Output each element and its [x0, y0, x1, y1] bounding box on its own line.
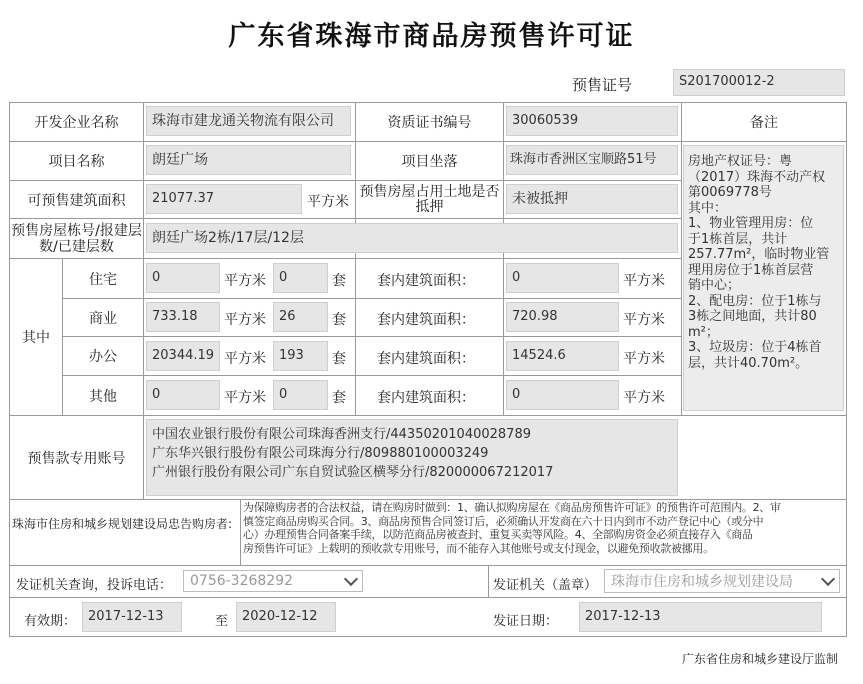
notice-line: 心）办理预售合同备案手续，以防范商品房被查封、重复买卖等风险。4、全部购房资金必须直接存入《商品 [243, 528, 753, 541]
validity-to-label: 至 [215, 614, 229, 629]
row-inner-unit: 平方米 [623, 312, 665, 328]
area-unit: 平方米 [307, 194, 349, 210]
notice-line: 为保障购房者的合法权益，请在购房时做到：1、确认拟购房屋在《商品房预售许可证》的预售许可范围内。2、审 [243, 501, 781, 514]
account-line: 广东华兴银行股份有限公司珠海分行/809880100003249 [152, 446, 489, 461]
issuer-select[interactable] [604, 569, 840, 593]
row-inner-unit: 平方米 [623, 390, 665, 406]
remark-line: 3栋之间地面，共计80 [688, 309, 817, 324]
remark-line: 层，共计40.70m²。 [688, 355, 809, 371]
project-location-label: 项目坐落 [401, 154, 458, 170]
qualification-value: 30060539 [506, 106, 678, 136]
notice-line: 房预售许可证》上载明的预收款专用账号，而不能存入其他账号或支付现金，以避免预收款被挪用。 [243, 541, 714, 555]
row-count-unit: 套 [332, 312, 346, 328]
permit-label: 预售证号 [572, 76, 633, 94]
remark-line: 理用房位于1栋首层营 [688, 262, 814, 278]
accounts-box [146, 419, 678, 496]
buildings-label: 预售房屋栋号/报建层数/已建层数 [11, 222, 142, 255]
remark-line: 1、物业管理用房：位 [688, 216, 814, 231]
page-title: 广东省珠海市商品房预售许可证 [228, 21, 635, 52]
row-count: 0 [273, 380, 328, 410]
row-count-unit: 套 [332, 390, 346, 406]
row-inner-label: 套内建筑面积： [377, 312, 475, 328]
inquiry-phone-select[interactable] [183, 570, 363, 592]
issuer-value: 珠海市住房和城乡规划建设局 [611, 574, 793, 590]
row-inner-value: 0 [506, 380, 619, 410]
accounts-label: 预售款专用账号 [27, 450, 126, 467]
row-type: 其他 [89, 388, 117, 405]
project-name-value: 朗廷广场 [146, 145, 351, 175]
row-type: 商业 [89, 310, 117, 327]
remark-line: 3、垃圾房：位于4栋首 [688, 340, 822, 355]
validity-from: 2017-12-13 [82, 602, 182, 632]
remark-line: （2017）珠海不动产权 [688, 169, 826, 185]
footer-text: 广东省住房和城乡建设厅监制 [682, 652, 839, 666]
remark-line: 销中心； [688, 278, 741, 293]
row-area-unit: 平方米 [224, 390, 266, 406]
row-inner-value: 14524.6 [506, 341, 619, 371]
row-area-unit: 平方米 [224, 312, 266, 328]
row-area: 733.18 [146, 302, 220, 332]
breakdown-group-label: 其中 [22, 330, 50, 346]
remark-line: m²； [688, 324, 719, 340]
notice-label: 珠海市住房和城乡规划建设局忠告购房者: [12, 517, 233, 531]
mortgage-value: 未被抵押 [506, 184, 678, 214]
row-inner-unit: 平方米 [623, 273, 665, 289]
row-area: 0 [146, 263, 220, 293]
validity-to: 2020-12-12 [236, 602, 336, 632]
saleable-area-value: 21077.37 [146, 184, 302, 214]
notice-text [243, 501, 844, 555]
row-area: 20344.19 [146, 341, 220, 371]
project-name-label: 项目名称 [48, 154, 105, 170]
issue-date-label: 发证日期： [493, 614, 559, 629]
row-type: 住宅 [89, 271, 117, 288]
developer-label: 开发企业名称 [34, 115, 119, 131]
remark-line: 2、配电房：位于1栋与 [688, 293, 822, 309]
inquiry-phone-value: 0756-3268292 [190, 573, 294, 589]
remark-header: 备注 [750, 115, 778, 131]
validity-label: 有效期： [24, 614, 77, 629]
row-count-unit: 套 [332, 273, 346, 289]
remark-line: 257.77m²，临时物业管 [688, 247, 830, 262]
remarks-box [683, 145, 844, 411]
issuer-label: 发证机关（盖章） [493, 578, 598, 593]
row-inner-label: 套内建筑面积： [377, 351, 475, 367]
row-count: 0 [273, 263, 328, 293]
account-line: 广州银行股份有限公司广东自贸试验区横琴分行/820000067212017 [152, 465, 554, 480]
row-count: 26 [273, 302, 328, 332]
row-count: 193 [273, 341, 328, 371]
row-inner-label: 套内建筑面积： [377, 390, 475, 406]
project-location-value: 珠海市香洲区宝顺路51号 [506, 145, 678, 175]
chevron-down-icon [344, 571, 358, 585]
remark-line: 于1栋首层，共计 [688, 231, 788, 247]
issue-date-value: 2017-12-13 [579, 602, 822, 632]
saleable-area-label: 可预售建筑面积 [27, 192, 126, 209]
row-inner-value: 0 [506, 263, 619, 293]
mortgage-label: 预售房屋占用土地是否抵押 [359, 183, 500, 215]
row-type: 办公 [89, 349, 117, 365]
row-area-unit: 平方米 [224, 273, 266, 289]
remark-line: 房地产权证号：粤 [688, 154, 793, 169]
row-count-unit: 套 [332, 351, 346, 367]
qualification-label: 资质证书编号 [387, 115, 472, 131]
row-area: 0 [146, 380, 220, 410]
row-inner-value: 720.98 [506, 302, 619, 332]
row-area-unit: 平方米 [224, 351, 266, 367]
developer-value: 珠海市建龙通关物流有限公司 [146, 106, 351, 136]
remark-line: 第0069778号 [688, 185, 772, 200]
chevron-down-icon [821, 571, 835, 585]
row-inner-unit: 平方米 [623, 351, 665, 367]
remark-line: 其中： [688, 200, 728, 216]
account-line: 中国农业银行股份有限公司珠海香洲支行/44350201040028789 [152, 427, 531, 442]
inquiry-label: 发证机关查询，投诉电话： [16, 578, 173, 593]
permit-number: S201700012-2 [673, 69, 845, 96]
buildings-value: 朗廷广场2栋/17层/12层 [146, 223, 678, 253]
notice-line: 慎签定商品房购买合同。3、商品房预售合同签订后，必须确认开发商在六十日内到市不动产登记中心（或分中 [243, 514, 764, 528]
row-inner-label: 套内建筑面积： [377, 273, 475, 289]
